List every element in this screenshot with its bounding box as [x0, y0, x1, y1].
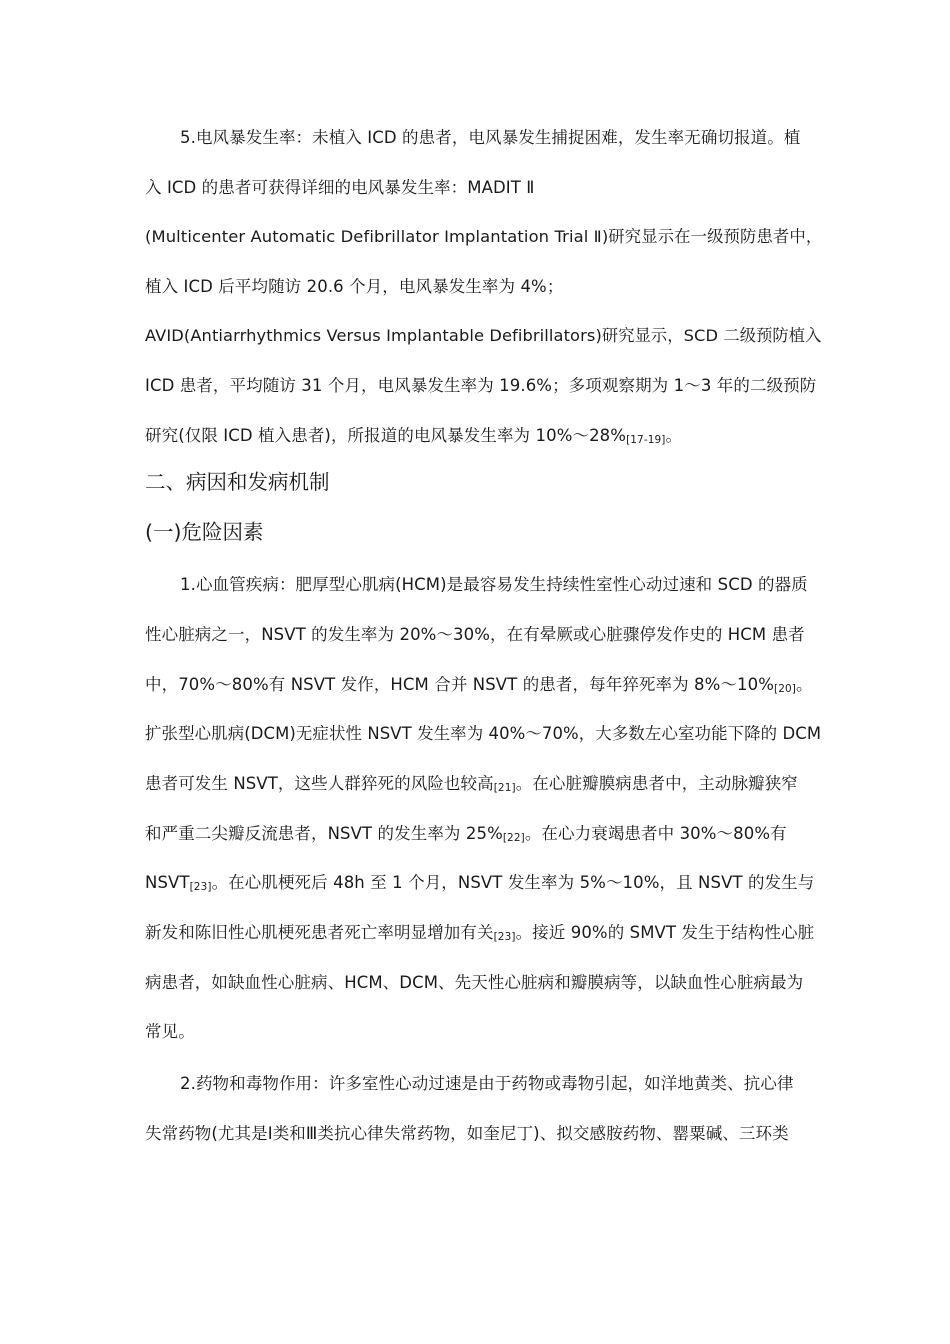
- paragraph-line: AVID(Antiarrhythmics Versus Implantable Defibrillators)研究显示，SCD 二级预防植入: [145, 326, 822, 345]
- citation-ref: [23]: [493, 931, 516, 943]
- citation-ref: [21]: [493, 782, 516, 794]
- citation-ref: [17-19]: [626, 434, 666, 446]
- line-text: 。接近 90%的 SMVT 发生于结构性心脏: [515, 923, 815, 942]
- line-text: 研究(仅限 ICD 植入患者)，所报道的电风暴发生率为 10%～28%: [145, 426, 627, 445]
- paragraph-line: 扩张型心肌病(DCM)无症状性 NSVT 发生率为 40%～70%，大多数左心室功能下降的 DCM: [145, 724, 822, 743]
- citation-ref: [20]: [774, 683, 796, 695]
- citation-ref: [23]: [189, 881, 212, 893]
- paragraph-line: [145, 673, 813, 701]
- paragraph-line: 病患者，如缺血性心脏病、HCM、DCM、先天性心脏病和瓣膜病等，以缺血性心脏病最为: [145, 973, 804, 992]
- paragraph-line: 2.药物和毒物作用：许多室性心动过速是由于药物或毒物引起，如洋地黄类、抗心律: [180, 1074, 794, 1093]
- line-text: 。在心力衰竭患者中 30%～80%有: [524, 824, 787, 843]
- line-text: 。在心肌梗死后 48h 至 1 个月，NSVT 发生率为 5%～10%，且 NSVT 的发生与: [211, 873, 815, 892]
- section-heading: 二、病因和发病机制: [145, 470, 330, 494]
- paragraph-line: ICD 患者，平均随访 31 个月，电风暴发生率为 19.6%；多项观察期为 1～3 年的二级预防: [145, 376, 817, 395]
- paragraph-line: 失常药物(尤其是Ⅰ类和Ⅲ类抗心律失常药物，如奎尼丁)、拟交感胺药物、罂粟碱、三环类: [145, 1124, 789, 1143]
- paragraph-line: [145, 921, 814, 949]
- citation-ref: [22]: [502, 832, 525, 844]
- paragraph-line: 植入 ICD 后平均随访 20.6 个月，电风暴发生率为 4%；: [145, 277, 564, 296]
- paragraph-line: (Multicenter Automatic Defibrillator Implantation Trial Ⅱ)研究显示在一级预防患者中，: [145, 227, 823, 246]
- paragraph-line: 常见。: [145, 1022, 195, 1041]
- line-text: 患者可发生 NSVT，这些人群猝死的风险也较高: [145, 774, 494, 793]
- paragraph-line: [145, 424, 682, 452]
- paragraph-line: 1.心血管疾病：肥厚型心肌病(HCM)是最容易发生持续性室性心动过速和 SCD 的器质: [180, 575, 808, 594]
- line-text: 。: [795, 675, 813, 694]
- line-text: 和严重二尖瓣反流患者，NSVT 的发生率为 25%: [145, 824, 503, 843]
- paragraph-line: 入 ICD 的患者可获得详细的电风暴发生率：MADIT Ⅱ: [145, 178, 535, 197]
- line-text: 。在心脏瓣膜病患者中，主动脉瓣狭窄: [515, 774, 798, 793]
- subsection-heading: (一)危险因素: [145, 520, 264, 544]
- line-text: NSVT: [145, 873, 190, 892]
- paragraph-line: [145, 871, 814, 899]
- paragraph-line: [145, 822, 787, 850]
- line-text: 中，70%～80%有 NSVT 发作，HCM 合并 NSVT 的患者，每年猝死率为 8%～10%: [145, 675, 774, 694]
- line-text: 。: [665, 426, 683, 445]
- paragraph-line: [145, 772, 798, 800]
- paragraph-line: 5.电风暴发生率：未植入 ICD 的患者，电风暴发生捕捉困难，发生率无确切报道。植: [180, 128, 801, 147]
- line-text: 新发和陈旧性心肌梗死患者死亡率明显增加有关: [145, 923, 494, 942]
- paragraph-line: 性心脏病之一，NSVT 的发生率为 20%～30%，在有晕厥或心脏骤停发作史的 HCM 患者: [145, 625, 805, 644]
